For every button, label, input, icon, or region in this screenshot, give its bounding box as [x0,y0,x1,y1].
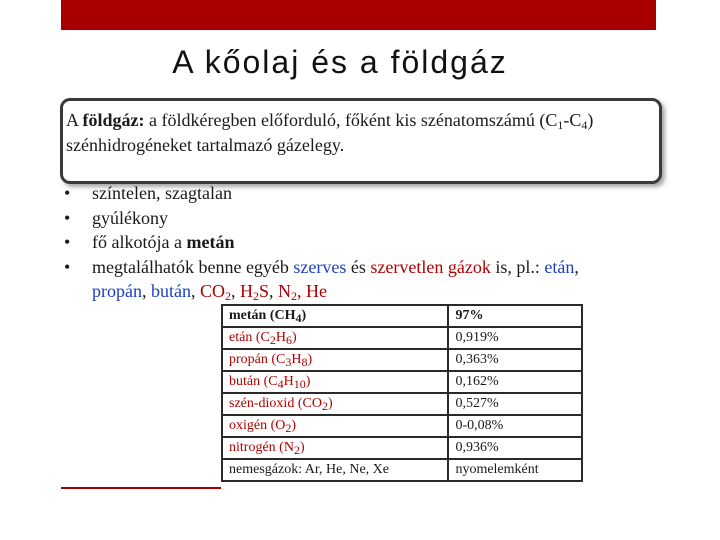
co2-label [200,281,231,301]
list-item [62,206,662,231]
component-close: ) [299,440,305,455]
inorganic-label: szervetlen gázok [370,256,491,277]
percent-cell: nyomelemként [448,459,582,481]
butane-label: bután [150,281,191,301]
component-mid: H [275,330,286,345]
component-sub: 4 [277,377,284,391]
component-close: ) [307,352,313,367]
definition-pre: A [66,110,83,130]
component-cell: nemesgázok: Ar, He, Ne, Xe [222,459,448,481]
component-close: ) [305,374,311,389]
table-row [222,437,582,459]
h2s-label [240,281,269,301]
property-list [62,181,662,304]
component-mid: H [283,374,294,389]
component-cell [222,305,448,327]
bullet-text: fő alkotója a [92,232,187,252]
component-mid: H [291,352,302,367]
list-item [62,230,662,255]
component-sub: 4 [295,311,302,325]
list-item [62,255,662,304]
table-row [222,305,582,327]
component-close: ) [291,330,297,345]
bullet-text-and: és [346,256,371,277]
separator: , [231,281,240,301]
definition-sub-2: 4 [581,118,588,132]
component-name: bután (C [229,374,278,389]
top-accent-bar [61,0,656,30]
table-row [222,393,582,415]
n2-sub: 2 [291,289,298,303]
table-row [222,415,582,437]
separator: , [141,281,151,301]
definition-text-2: ) szénhidrogéneket tartalmazó gázelegy. [66,110,594,155]
ethane-label: etán [544,256,575,277]
component-sub: 2 [293,443,300,457]
separator: , [190,281,200,301]
bullet-icon: • [64,183,71,203]
component-cell [222,415,448,437]
percent-cell: 0-0,08% [448,415,582,437]
n2-text: N [278,281,292,301]
table-row [222,371,582,393]
component-sub: 2 [321,399,328,413]
definition-sub-1: 1 [557,118,564,132]
n2-he-label [278,281,327,301]
separator: , [269,281,279,301]
component-sub-2: 8 [301,355,308,369]
h2s-text-a: H [240,281,253,301]
percent-cell: 0,919% [448,327,582,349]
component-cell [222,437,448,459]
percent-cell: 0,527% [448,393,582,415]
component-name: propán (C [229,352,286,367]
component-name: szén-dioxid (CO [229,396,322,411]
co2-sub: 2 [225,289,231,303]
bullet-text: gyúlékony [92,207,168,228]
propane-label: propán [92,281,142,301]
component-sub: 3 [285,355,292,369]
table-row [222,459,582,481]
bullet-text-eg: is, pl.: [490,256,545,277]
co2-text: CO [199,281,225,301]
page-title: A kőolaj és a földgáz [172,44,508,80]
h2s-sub: 2 [253,289,259,303]
component-name: etán (C [229,330,270,345]
component-sub-2: 6 [285,333,292,347]
component-close: ) [327,396,333,411]
bullet-bold-methane: metán [186,232,235,252]
list-item [62,181,662,206]
h2s-text-b: S [259,281,270,301]
bullet-text: megtalálhatók benne egyéb [92,256,294,277]
component-cell [222,393,448,415]
component-cell [222,371,448,393]
component-cell [222,327,448,349]
composition-table [221,304,583,482]
bullet-icon: • [64,207,71,228]
accent-divider [61,487,221,489]
component-name: metán (CH [229,308,296,323]
component-close: ) [301,308,307,323]
percent-cell: 0,363% [448,349,582,371]
percent-cell: 0,936% [448,437,582,459]
separator: , [574,256,579,277]
component-name: nitrogén (N [229,440,294,455]
component-sub-2: 10 [293,377,306,391]
bullet-text: színtelen, szagtalan [92,183,232,203]
component-sub: 2 [285,421,292,435]
bullet-icon: • [64,232,71,252]
bullet-icon: • [64,256,71,277]
organic-label: szerves [293,256,347,277]
definition-text-1: a földkéregben előforduló, főként kis szénatomszámú (C [144,110,558,130]
he-text: , He [297,281,328,301]
definition-dash: -C [563,110,582,130]
component-name: oxigén (O [229,418,286,433]
table-row [222,327,582,349]
definition-term: földgáz: [82,110,145,130]
definition-text [66,108,662,158]
table-row [222,349,582,371]
component-cell [222,349,448,371]
component-sub: 2 [269,333,276,347]
component-close: ) [291,418,297,433]
percent-cell: 97% [448,305,582,327]
percent-cell: 0,162% [448,371,582,393]
